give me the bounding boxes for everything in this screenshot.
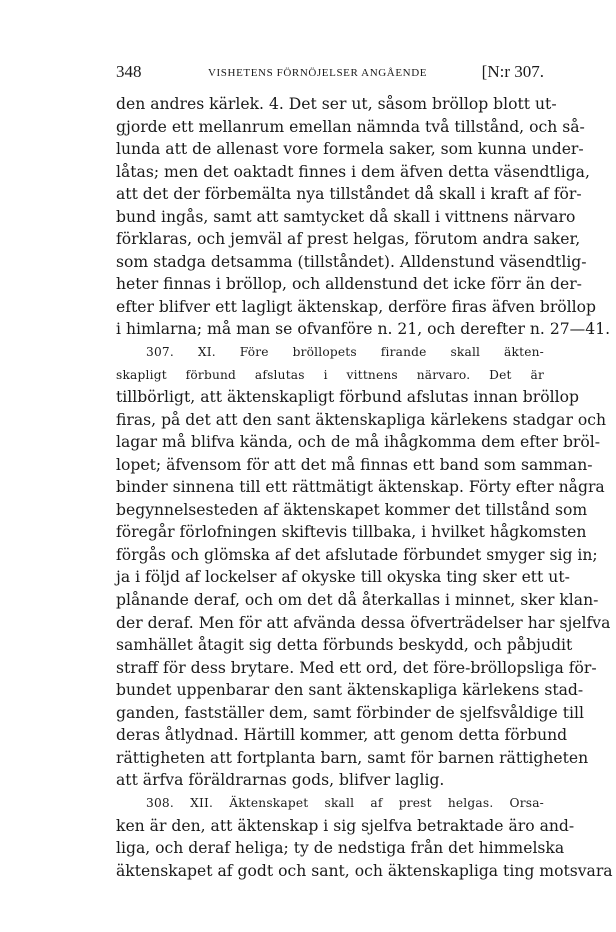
text-line: föregår förlofningen skiftevis tillbaka, i hvilket hågkomsten [116,523,587,542]
text-line: förklaras, och jemväl af prest helgas, förutom andra saker, [116,230,581,249]
page-header [116,62,544,86]
text-line: rättigheten att fortplanta barn, samt för barnen rättigheten [116,748,589,767]
section-heading-307-continued: skapligt förbund afslutas i vittnens närvaro. Det är [116,367,544,382]
text-line: ja i följd af lockelser af okyske till okyska ting sker ett ut- [116,568,570,587]
text-line: straff för dess brytare. Med ett ord, det före-bröllopsliga för- [116,658,597,677]
text-line: lagar må blifva kända, och de må ihågkomma dem efter bröl- [116,433,601,452]
section-heading-307: 307. XI. Före bröllopets firande skall äkten- [146,345,544,360]
text-line: ganden, fastställer dem, samt förbinder de sjelfsvåldige till [116,703,584,722]
text-line: äktenskapet af godt och sant, och äktenskapliga ting motsvara [116,861,613,880]
text-line: lopet; äfvensom för att det må finnas ett band som samman- [116,455,593,474]
text-line: ken är den, att äktenskap i sig sjelfva betraktade äro and- [116,816,575,835]
text-line: firas, på det att den sant äktenskapliga kärlekens stadgar och [116,410,607,429]
text-line: heter finnas i bröllop, och alldenstund det icke förr än der- [116,275,582,294]
text-line: tillbörligt, att äktenskapligt förbund afslutas innan bröllop [116,388,579,407]
text-line: gjorde ett mellanrum emellan nämnda två tillstånd, och så- [116,117,585,136]
text-line: deras åtlydnad. Härtill kommer, att genom detta förbund [116,726,568,745]
text-line: att det der förbemälta nya tillståndet då skall i kraft af för- [116,185,582,204]
text-line: der deraf. Men för att afvända dessa öfverträdelser har sjelfva [116,613,611,632]
text-line: binder sinnena till ett rättmätigt äktenskap. Förty efter några [116,478,605,497]
running-title: VISHETENS FÖRNÖJELSER ANGÅENDE [208,67,428,79]
text-line: låtas; men det oaktadt finnes i dem äfven detta väsendtliga, [116,162,590,181]
body-text [116,93,613,882]
text-line: i himlarna; må man se ofvanföre n. 21, och derefter n. 27—41. [116,320,611,339]
text-line: som stadga detsamma (tillståndet). Alldenstund väsendtlig- [116,252,587,271]
text-line: lunda att de allenast vore formela saker, som kunna under- [116,140,584,159]
text-line: efter blifver ett lagligt äktenskap, derföre firas äfven bröllop [116,297,597,316]
text-line: begynnelsesteden af äktenskapet kommer det tillstånd som [116,500,588,519]
text-line: liga, och deraf heliga; ty de nedstiga från det himmelska [116,839,565,858]
section-reference: [N:r 307. [481,62,544,81]
section-heading-308: 308. XII. Äktenskapet skall af prest helgas. Orsa- [146,795,544,810]
text-line: bund ingås, samt att samtycket då skall i vittnens närvaro [116,207,576,226]
text-line: bundet uppenbarar den sant äktenskapliga kärlekens stad- [116,681,584,700]
page-number: 348 [116,62,142,81]
text-line: förgås och glömska af det afslutade förbundet smyger sig in; [116,545,598,564]
text-line: plånande deraf, och om det då återkallas i minnet, sker klan- [116,591,599,610]
text-line: att ärfva föräldrarnas gods, blifver laglig. [116,771,445,790]
text-line: den andres kärlek. 4. Det ser ut, såsom bröllop blott ut- [116,95,557,113]
text-line: samhället åtagit sig detta förbunds beskydd, och påbjudit [116,636,573,655]
